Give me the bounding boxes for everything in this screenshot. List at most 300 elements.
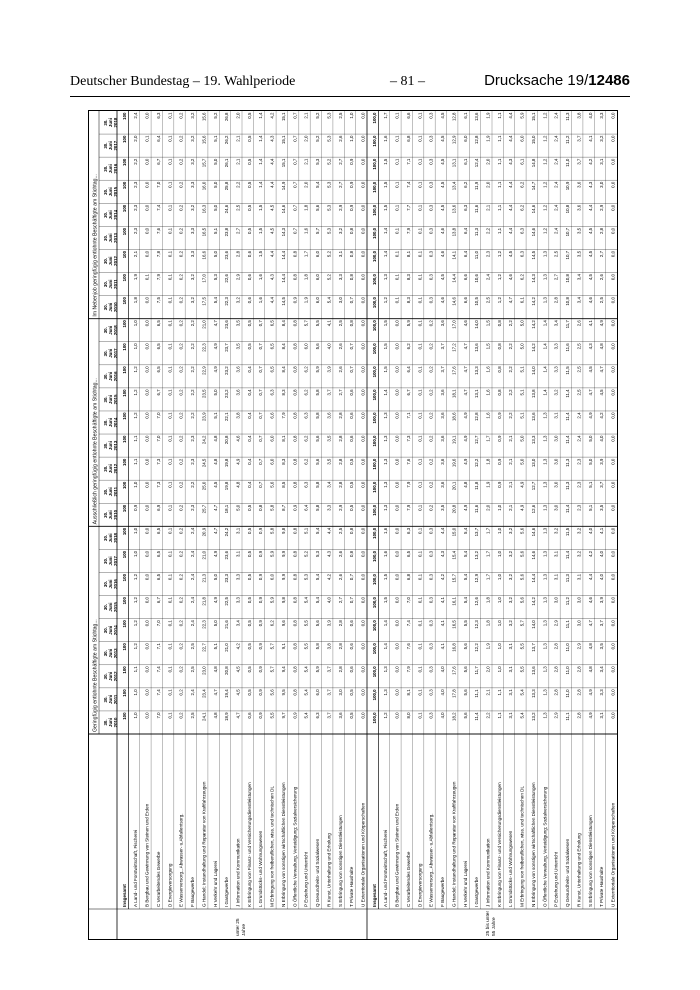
table-cell: 6,0: [315, 250, 321, 258]
table-cell: 5,9: [269, 550, 275, 558]
row-label: C Verarbeitendes Gewerbe: [405, 851, 411, 907]
table-cell: 1,3: [542, 573, 548, 581]
table-cell: 0,1: [417, 620, 423, 627]
table-cell: 0,2: [178, 320, 184, 327]
column-header-18: [103, 325, 118, 335]
table-cell: 0,0: [144, 458, 150, 465]
table-cell: 3,4: [576, 274, 582, 281]
table-cell: 1,0: [133, 689, 139, 696]
table-cell: 4,8: [212, 712, 218, 719]
table-cell: 6,8: [405, 573, 411, 581]
table-cell: 1,1: [133, 666, 139, 673]
table-cell: 0,1: [167, 712, 173, 719]
table-cell: 2,8: [553, 689, 559, 696]
table-cell: 4,0: [326, 343, 332, 350]
column-header-part: 2010: [113, 302, 118, 313]
table-cell: 0,2: [428, 389, 434, 396]
table-cell: 1,0: [496, 573, 502, 581]
table-cell: 18,9: [224, 712, 230, 721]
table-cell: 6,0: [269, 573, 275, 581]
table-cell: 3,6: [235, 389, 241, 396]
table-cell: 0,0: [144, 689, 150, 696]
table-cell: 2,1: [235, 158, 241, 165]
table-cell: 2,8: [337, 643, 343, 650]
table-cell: 3,3: [190, 250, 196, 258]
table-cell: 6,4: [462, 227, 468, 234]
table-cell: 100,0: [371, 643, 377, 655]
table-cell: 2,2: [508, 389, 514, 396]
table-cell: 25,8: [224, 181, 230, 191]
table-cell: 4,6: [235, 435, 241, 442]
column-header-part: 2010: [113, 717, 118, 728]
table-cell: 100,0: [371, 504, 377, 516]
column-header-part: 2014: [113, 625, 118, 636]
table-cell: 26,1: [224, 158, 230, 168]
table-cell: 12,9: [451, 135, 457, 145]
table-cell: 1,5: [383, 158, 389, 165]
column-header-part: 2011: [113, 694, 118, 705]
table-cell: 10,8: [565, 204, 571, 214]
table-cell: 5,3: [326, 181, 332, 188]
table-cell: 4,1: [440, 643, 446, 650]
table-cell: 0,7: [258, 435, 264, 442]
table-cell: 21,6: [224, 620, 230, 629]
column-header-part: Juni: [108, 118, 113, 128]
table-cell: 1,3: [542, 597, 548, 604]
table-cell: 0,0: [144, 550, 150, 558]
table-cell: 2,5: [337, 112, 343, 119]
table-cell: 0,2: [178, 135, 184, 142]
table-cell: 11,6: [565, 343, 571, 352]
table-cell: 2,2: [508, 366, 514, 373]
table-cell: 0,1: [167, 343, 173, 350]
table-cell: 0,1: [167, 458, 173, 465]
table-cell: 21,3: [201, 573, 207, 583]
table-cell: 3,6: [440, 320, 446, 327]
table-cell: 0,9: [292, 297, 298, 304]
table-cell: 5,6: [519, 597, 525, 604]
table-cell: 0,7: [292, 158, 298, 165]
table-cell: 7,5: [155, 297, 161, 304]
table-cell: 1,7: [485, 573, 491, 581]
table-cell: 5,1: [587, 504, 593, 511]
table-cell: 4,8: [235, 481, 241, 488]
table-cell: 0,0: [394, 666, 400, 673]
table-cell: 11,0: [565, 666, 571, 675]
row-label: Insgesamt: [371, 884, 377, 907]
table-cell: 5,5: [519, 643, 525, 650]
table-cell: 4,7: [212, 504, 218, 511]
table-cell: 4,9: [212, 597, 218, 604]
table-cell: 14,2: [530, 297, 536, 306]
table-cell: 0,0: [394, 550, 400, 558]
table-cell: 6,0: [315, 297, 321, 304]
table-cell: 6,1: [462, 158, 468, 165]
table-cell: 4,8: [212, 666, 218, 673]
table-cell: 2,7: [553, 274, 559, 281]
table-cell: 4,7: [462, 366, 468, 373]
table-cell: 7,8: [155, 250, 161, 258]
table-cell: 9,6: [280, 620, 286, 627]
table-cell: 5,4: [462, 550, 468, 558]
table-cell: 1,2: [542, 204, 548, 211]
table-cell: 1,9: [133, 274, 139, 281]
table-cell: 17,2: [451, 343, 457, 352]
table-cell: 3,0: [553, 481, 559, 488]
table-cell: 11,3: [565, 481, 571, 490]
table-cell: 3,3: [190, 227, 196, 234]
table-cell: 2,9: [337, 504, 343, 511]
table-cell: 16,1: [451, 597, 457, 606]
table-cell: 2,3: [190, 435, 196, 442]
table-cell: 1,4: [383, 250, 389, 258]
table-cell: 0,8: [349, 274, 355, 281]
table-cell: 0,0: [610, 550, 616, 558]
table-cell: 100,0: [371, 158, 377, 170]
table-cell: 21,8: [201, 597, 207, 606]
table-cell: 1,8: [485, 620, 491, 627]
table-cell: 5,1: [519, 412, 525, 419]
table-cell: 4,0: [440, 689, 446, 696]
table-cell: 1,3: [542, 712, 548, 719]
table-cell: 1,5: [258, 204, 264, 211]
table-cell: 10,7: [565, 227, 571, 237]
table-cell: 2,0: [235, 112, 241, 119]
table-cell: 1,9: [485, 112, 491, 119]
table-cell: 0,8: [349, 250, 355, 258]
table-cell: 2,6: [337, 366, 343, 373]
table-cell: 2,7: [337, 597, 343, 604]
table-cell: 3,6: [440, 458, 446, 465]
table-cell: 0,1: [417, 250, 423, 258]
table-cell: 5,3: [326, 227, 332, 234]
table-cell: 0,8: [258, 504, 264, 511]
table-cell: 4,2: [269, 112, 275, 119]
table-cell: 0,1: [417, 227, 423, 234]
table-cell: 1,6: [485, 412, 491, 419]
table-cell: 3,1: [553, 412, 559, 419]
table-cell: 5,2: [303, 550, 309, 558]
table-cell: 13,4: [451, 181, 457, 191]
table-cell: 1,7: [485, 527, 491, 534]
table-cell: 2,1: [485, 204, 491, 211]
table-cell: 0,1: [394, 158, 400, 165]
column-header-part: 30.: [103, 442, 108, 449]
column-header-part: Juni: [108, 510, 113, 520]
table-cell: 11,1: [474, 689, 480, 698]
table-cell: 4,6: [587, 597, 593, 604]
table-cell: 11,3: [565, 458, 571, 467]
table-cell: 5,0: [212, 181, 218, 188]
table-cell: 0,1: [167, 412, 173, 419]
table-cell: 4,8: [212, 458, 218, 465]
table-cell: 5,0: [212, 620, 218, 627]
table-cell: 100,0: [371, 435, 377, 447]
table-cell: 0,0: [394, 389, 400, 396]
column-header-12: [103, 463, 118, 473]
table-cell: 7,0: [155, 712, 161, 719]
table-cell: 4,7: [212, 320, 218, 327]
table-cell: 22,1: [224, 412, 230, 422]
table-cell: 2,8: [576, 689, 582, 696]
table-cell: 100: [121, 458, 127, 466]
table-cell: 6,0: [315, 274, 321, 281]
table-cell: 0,0: [610, 712, 616, 719]
table-cell: 2,3: [133, 227, 139, 234]
table-cell: 3,0: [337, 689, 343, 696]
table-cell: 0,9: [349, 181, 355, 188]
table-cell: 0,8: [292, 666, 298, 673]
table-cell: 6,4: [303, 504, 309, 511]
table-cell: 16,3: [201, 204, 207, 214]
table-cell: 2,8: [576, 666, 582, 673]
table-cell: 4,9: [519, 481, 525, 488]
table-cell: 6,7: [155, 597, 161, 604]
column-header-13: [103, 440, 118, 450]
table-cell: 0,0: [360, 274, 366, 281]
table-cell: 0,4: [246, 412, 252, 419]
column-header-part: Juni: [108, 487, 113, 497]
table-cell: 2,3: [133, 181, 139, 188]
row-label: C Verarbeitendes Gewerbe: [155, 851, 161, 907]
table-cell: 0,1: [167, 504, 173, 511]
column-header-part: 30.: [103, 257, 108, 265]
table-cell: 11,2: [565, 597, 571, 606]
table-cell: 0,3: [428, 527, 434, 534]
table-cell: 0,0: [360, 458, 366, 465]
table-cell: 0,8: [349, 320, 355, 327]
table-cell: 4,0: [326, 597, 332, 604]
table-cell: 0,7: [258, 458, 264, 465]
table-cell: 0,2: [178, 620, 184, 627]
column-header-part: 30.: [103, 673, 108, 680]
table-cell: 15,0: [530, 135, 536, 145]
table-cell: 1,0: [496, 643, 502, 650]
table-cell: 5,0: [212, 389, 218, 396]
table-cell: 0,0: [144, 643, 150, 650]
table-cell: 3,1: [508, 689, 514, 696]
table-cell: 1,4: [542, 366, 548, 373]
table-cell: 1,2: [133, 366, 139, 373]
table-cell: 3,2: [190, 204, 196, 211]
table-cell: 2,5: [190, 666, 196, 673]
table-cell: 16,5: [451, 620, 457, 629]
table-cell: 18,2: [451, 712, 457, 721]
table-cell: 0,0: [144, 504, 150, 511]
table-cell: 0,1: [167, 320, 173, 327]
table-cell: 0,0: [610, 666, 616, 673]
table-cell: 100: [121, 666, 127, 674]
table-cell: 1,5: [383, 366, 389, 373]
table-cell: 6,1: [519, 297, 525, 304]
table-cell: 0,1: [167, 597, 173, 604]
table-cell: 6,2: [519, 181, 525, 188]
table-cell: 2,2: [133, 158, 139, 165]
table-cell: 5,4: [462, 573, 468, 581]
table-cell: 6,0: [303, 343, 309, 350]
table-cell: 8,1: [405, 250, 411, 258]
column-header-25: [103, 163, 118, 173]
table-cell: 6,5: [155, 527, 161, 534]
table-cell: 1,3: [542, 643, 548, 650]
table-cell: 0,0: [610, 297, 616, 304]
table-cell: 4,9: [212, 343, 218, 350]
table-cell: 1,2: [542, 112, 548, 119]
table-cell: 0,0: [360, 181, 366, 188]
table-cell: 2,4: [190, 620, 196, 627]
table-cell: 3,2: [190, 274, 196, 281]
table-cell: 4,4: [269, 158, 275, 165]
table-cell: 0,5: [246, 227, 252, 234]
table-cell: 0,0: [360, 689, 366, 696]
table-cell: 3,3: [326, 504, 332, 511]
table-cell: 17,5: [201, 297, 207, 306]
table-cell: 7,4: [405, 181, 411, 188]
column-header-part: Juni: [108, 141, 113, 151]
table-cell: 100: [121, 297, 127, 305]
table-cell: 0,0: [610, 343, 616, 350]
table-cell: 5,9: [315, 366, 321, 373]
table-cell: 3,8: [235, 412, 241, 419]
age-group-label-1: [235, 918, 247, 936]
table-cell: 5,5: [519, 666, 525, 673]
table-cell: 100: [121, 135, 127, 143]
table-cell: 2,8: [337, 666, 343, 673]
table-cell: 0,2: [178, 343, 184, 350]
table-cell: 0,6: [349, 435, 355, 442]
table-cell: 0,1: [394, 204, 400, 211]
page-number: – 81 –: [390, 74, 425, 89]
table-cell: 3,7: [326, 689, 332, 696]
table-cell: 1,9: [485, 643, 491, 650]
table-cell: 6,3: [462, 204, 468, 211]
table-cell: 3,7: [576, 135, 582, 142]
table-cell: 0,0: [610, 597, 616, 604]
table-cell: 2,1: [508, 504, 514, 511]
row-label: L Grundstücks- und Wohnungswesen: [258, 830, 264, 907]
table-cell: 1,5: [383, 573, 389, 581]
table-cell: 6,3: [519, 250, 525, 258]
table-cell: 7,9: [280, 412, 286, 419]
table-cell: 5,4: [303, 689, 309, 696]
row-label: E Wasserversorg., Abwasser- u.Abfallentsorg.: [428, 813, 434, 907]
table-cell: 100,0: [371, 712, 377, 724]
table-cell: 0,0: [610, 181, 616, 188]
column-header-part: 2015: [113, 394, 118, 405]
table-cell: 5,8: [269, 504, 275, 511]
column-header-part: Juni: [108, 625, 113, 635]
table-cell: 3,4: [553, 320, 559, 327]
table-cell: 5,5: [315, 320, 321, 327]
table-cell: 14,6: [530, 550, 536, 560]
table-cell: 4,9: [462, 412, 468, 419]
table-cell: 5,0: [519, 435, 525, 442]
table-cell: 0,6: [246, 297, 252, 304]
table-cell: 0,0: [610, 135, 616, 142]
table-cell: 1,0: [133, 712, 139, 719]
table-cell: 1,3: [383, 504, 389, 511]
table-cell: 5,4: [326, 297, 332, 304]
table-cell: 8,7: [280, 504, 286, 511]
table-cell: 2,4: [190, 550, 196, 558]
table-cell: 6,2: [519, 204, 525, 211]
table-cell: 14,4: [530, 573, 536, 583]
row-label: N Erbringung von sonstigen wirtschaftlichen Dienstleistungen: [530, 782, 536, 907]
table-cell: 0,0: [394, 643, 400, 650]
table-cell: 3,6: [576, 204, 582, 211]
column-header-19: [103, 302, 118, 312]
table-cell: 100,0: [371, 135, 377, 147]
table-cell: 4,8: [587, 666, 593, 673]
table-cell: 0,2: [178, 158, 184, 165]
table-cell: 0,2: [178, 227, 184, 234]
table-cell: 6,5: [405, 550, 411, 558]
table-cell: 7,1: [155, 643, 161, 650]
row-label: O Öffentliche Verwaltung, Verteidigung; Sozialversicherung: [292, 786, 298, 907]
table-cell: 5,8: [315, 412, 321, 419]
table-cell: 0,0: [144, 250, 150, 258]
table-cell: 4,9: [212, 366, 218, 373]
table-cell: 0,0: [144, 389, 150, 396]
table-cell: 1,8: [485, 597, 491, 604]
table-cell: 2,5: [485, 297, 491, 304]
table-cell: 1,1: [496, 112, 502, 119]
table-cell: 3,2: [508, 573, 514, 581]
table-cell: 0,0: [360, 620, 366, 627]
table-cell: 1,7: [383, 112, 389, 119]
table-cell: 2,3: [576, 504, 582, 511]
table-cell: 0,1: [167, 204, 173, 211]
table-cell: 1,4: [258, 112, 264, 119]
table-cell: 0,8: [496, 389, 502, 396]
table-cell: 3,2: [190, 135, 196, 142]
table-cell: 6,6: [269, 412, 275, 419]
table-cell: 2,8: [599, 227, 605, 234]
table-cell: 0,1: [394, 135, 400, 142]
table-cell: 7,4: [155, 204, 161, 211]
table-cell: 5,0: [587, 458, 593, 465]
table-cell: 7,3: [405, 435, 411, 442]
table-cell: 1,5: [383, 343, 389, 350]
table-cell: 1,1: [496, 181, 502, 188]
table-cell: 3,0: [576, 597, 582, 604]
table-cell: 0,6: [246, 250, 252, 258]
table-cell: 0,0: [394, 343, 400, 350]
table-cell: 0,1: [417, 181, 423, 188]
table-cell: 5,3: [315, 158, 321, 165]
table-cell: 0,5: [246, 689, 252, 696]
table-cell: 6,3: [155, 112, 161, 119]
table-cell: 2,8: [235, 250, 241, 258]
table-cell: 13,8: [530, 389, 536, 398]
table-cell: 2,3: [576, 458, 582, 465]
table-cell: 4,2: [587, 550, 593, 558]
table-cell: 2,7: [235, 227, 241, 234]
table-cell: 6,0: [462, 135, 468, 142]
table-cell: 13,6: [530, 666, 536, 675]
table-cell: 4,5: [440, 204, 446, 211]
column-header-part: Juni: [108, 464, 113, 474]
table-cell: 9,4: [280, 666, 286, 673]
table-cell: 2,6: [337, 573, 343, 581]
table-cell: 8,4: [280, 366, 286, 373]
table-cell: 3,6: [235, 366, 241, 373]
table-cell: 25,0: [201, 481, 207, 491]
table-cell: 6,8: [405, 135, 411, 142]
table-cell: 3,3: [337, 274, 343, 281]
table-cell: 4,8: [587, 643, 593, 650]
table-cell: 3,2: [576, 527, 582, 534]
